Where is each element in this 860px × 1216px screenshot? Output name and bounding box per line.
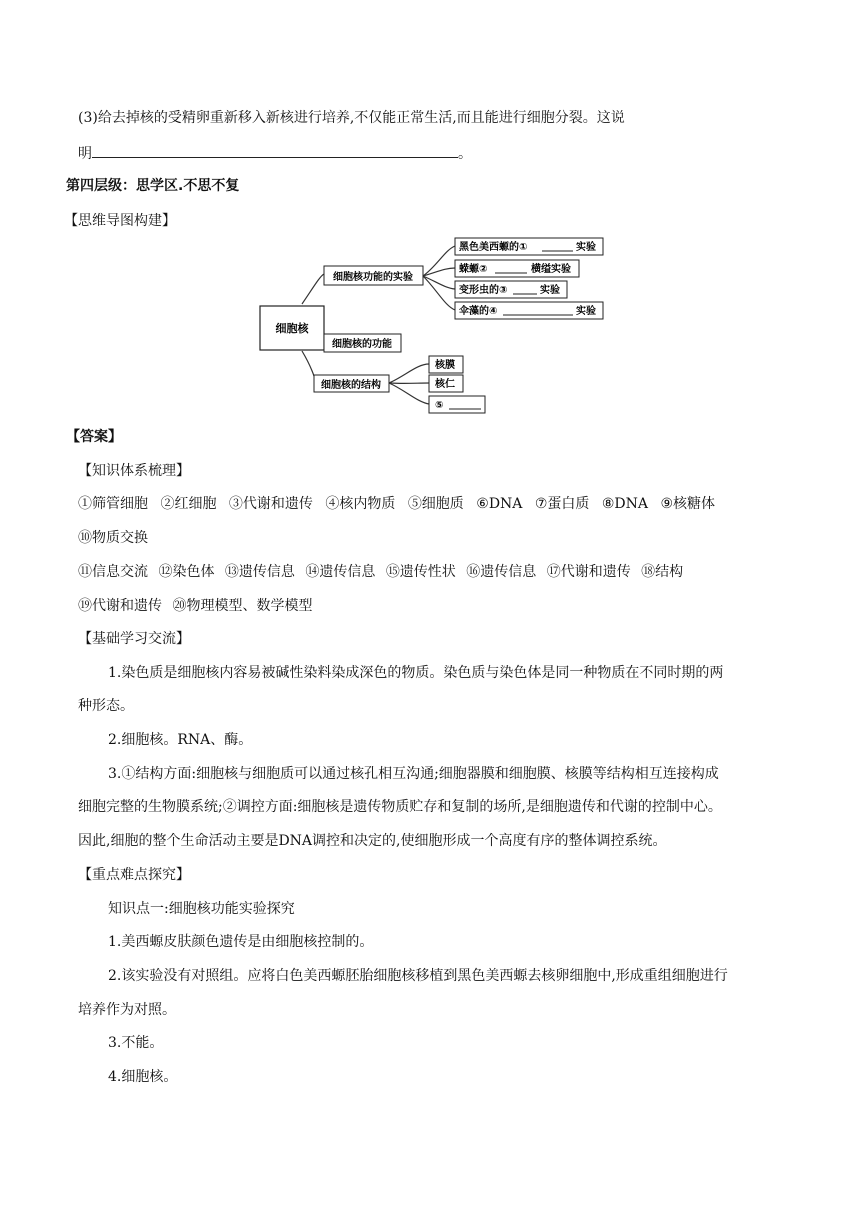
answer-item: ⑬遗传信息 [224, 564, 295, 580]
mindmap-diagram [255, 236, 615, 420]
answer-row-2: ⑩物质交换 [78, 530, 148, 546]
answer-item: ⑪信息交流 [78, 564, 148, 580]
struct2-label: 核仁 [435, 379, 455, 390]
basic-2: 2.细胞核。RNA、酶。 [108, 732, 253, 748]
question-3-answer-line [78, 143, 472, 164]
answers-heading: 【答案】 [66, 429, 122, 445]
struct1-label: 核膜 [435, 360, 455, 371]
answer-item: ⑥DNA [476, 496, 523, 512]
exp1-prefix: 黑色美西螈的① [459, 242, 528, 253]
connector-struct1 [389, 364, 429, 383]
knowledge-point-1-item-4: 4.细胞核。 [108, 1069, 178, 1085]
exp2-suffix: 横缢实验 [531, 264, 571, 275]
level4-heading: 第四层级：思学区.不思不复 [66, 178, 240, 194]
answer-item: ②红细胞 [160, 496, 217, 512]
key-heading: 【重点难点探究】 [78, 867, 190, 883]
knowledge-point-1-item-2-line-2: 培养作为对照。 [78, 1002, 176, 1018]
exp3-suffix: 实验 [540, 285, 560, 296]
answer-item: ⑰代谢和遗传 [546, 564, 631, 580]
branch1-label: 细胞核功能的实验 [333, 272, 413, 283]
exp1-suffix: 实验 [576, 242, 596, 253]
answer-item: ⑭遗传信息 [305, 564, 376, 580]
knowledge-point-1-item-3: 3.不能。 [108, 1035, 164, 1051]
mindmap-root-label: 细胞核 [275, 322, 309, 335]
answer-item: ⑮遗传性状 [385, 564, 456, 580]
answer-row-3 [78, 562, 689, 582]
answer-row-4 [78, 596, 318, 616]
branch3-label: 细胞核的结构 [321, 380, 381, 391]
answer-item: ⑧DNA [601, 496, 649, 512]
knowledge-heading: 【知识体系梳理】 [78, 463, 190, 479]
answer-item: ①筛管细胞 [78, 496, 148, 512]
question-3-text: (3)给去掉核的受精卵重新移入新核进行培养,不仅能正常生活,而且能进行细胞分裂。这说 [78, 110, 625, 126]
answer-item: ⑯遗传信息 [466, 564, 537, 580]
mindmap-heading: 【思维导图构建】 [64, 213, 176, 229]
answer-item: ⑫染色体 [158, 564, 215, 580]
basic-heading: 【基础学习交流】 [78, 631, 190, 647]
basic-3-line-2: 细胞完整的生物膜系统;②调控方面:细胞核是遗传物质贮存和复制的场所,是细胞遗传和代谢的控制中心。 [78, 799, 722, 815]
connector-struct3 [389, 383, 429, 404]
basic-1-line-1: 1.染色质是细胞核内容易被碱性染料染成深色的物质。染色质与染色体是同一种物质在不同时期的两 [108, 665, 724, 681]
answer-item: ④核内物质 [325, 496, 396, 512]
question-3-prefix: 明 [78, 146, 92, 162]
branch2-label: 细胞核的功能 [332, 339, 392, 350]
answer-item: ⑱结构 [641, 564, 684, 580]
struct3-label: ⑤ [435, 400, 444, 411]
knowledge-point-1-item-1: 1.美西螈皮肤颜色遗传是由细胞核控制的。 [108, 934, 374, 950]
answer-row-1 [78, 494, 721, 514]
exp2-prefix: 蝾螈② [459, 264, 488, 275]
answer-item: ⑨核糖体 [660, 496, 716, 512]
connector-exp3 [423, 276, 455, 289]
connector-exp4 [423, 276, 455, 310]
exp4-suffix: 实验 [576, 306, 596, 317]
basic-1-line-2: 种形态。 [78, 698, 134, 714]
exp4-prefix: 伞藻的④ [459, 306, 498, 317]
question-3-suffix: 。 [458, 146, 472, 162]
knowledge-point-1-title: 知识点一:细胞核功能实验探究 [108, 901, 295, 917]
answer-item: ③代谢和遗传 [228, 496, 313, 512]
basic-3-line-3: 因此,细胞的整个生命活动主要是DNA调控和决定的,使细胞形成一个高度有序的整体调控系统。 [78, 833, 667, 849]
basic-3-line-1: 3.①结构方面:细胞核与细胞质可以通过核孔相互沟通;细胞器膜和细胞膜、核膜等结构相互连接构成 [108, 766, 719, 782]
exp3-prefix: 变形虫的③ [459, 285, 508, 296]
connector-root-branch1 [302, 274, 324, 304]
answer-item: ⑲代谢和遗传 [78, 598, 162, 614]
answer-blank [92, 143, 458, 158]
knowledge-point-1-item-2-line-1: 2.该实验没有对照组。应将白色美西螈胚胎细胞核移植到黑色美西螈去核卵细胞中,形成重组细胞进行 [108, 968, 728, 984]
answer-item: ⑤细胞质 [407, 496, 464, 512]
answer-item: ⑳物理模型、数学模型 [172, 598, 313, 614]
answer-item: ⑦蛋白质 [534, 496, 590, 512]
